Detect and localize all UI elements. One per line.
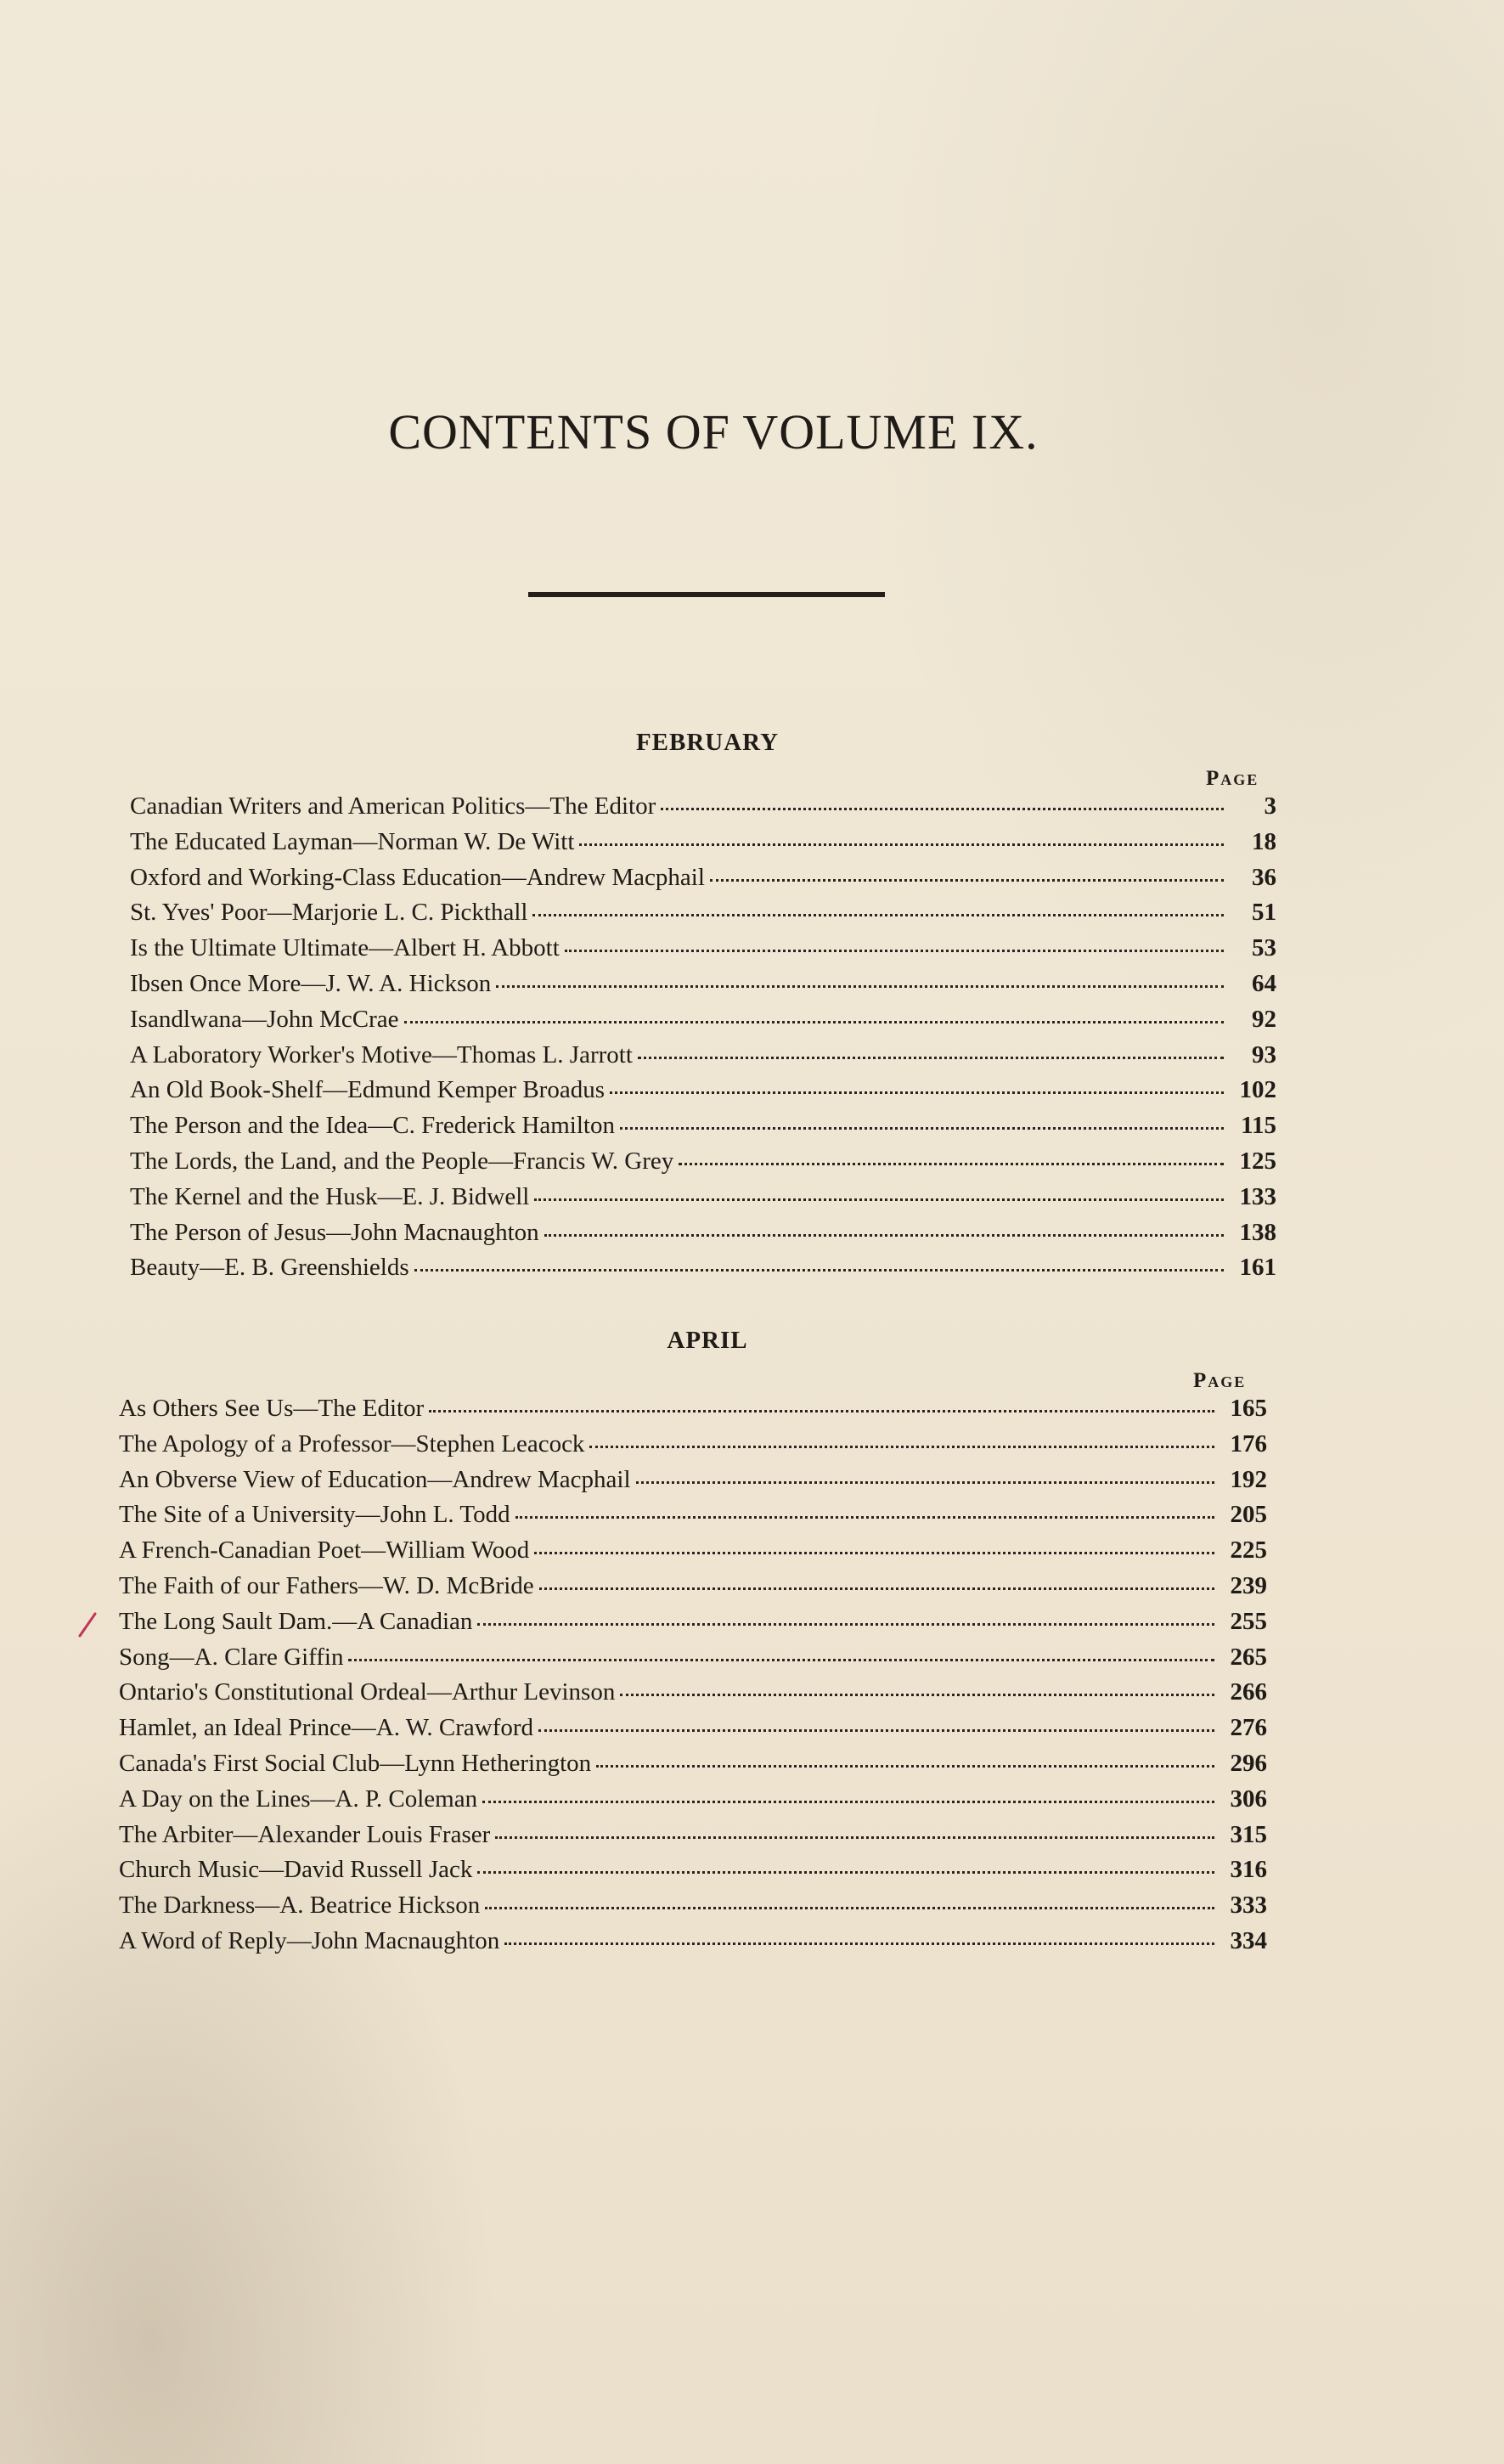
dot-leader — [532, 914, 1224, 916]
dot-leader — [414, 1269, 1224, 1271]
dot-leader — [589, 1446, 1214, 1448]
toc-entry-page: 3 — [1264, 792, 1276, 820]
toc-entry — [130, 1254, 1276, 1289]
toc-entry — [119, 1927, 1267, 1963]
dot-leader — [710, 879, 1224, 882]
toc-entry — [119, 1430, 1267, 1466]
toc-entry — [130, 1006, 1276, 1041]
dot-leader — [579, 843, 1224, 846]
toc-entry — [119, 1714, 1267, 1750]
toc-entry-page: 51 — [1252, 899, 1276, 927]
toc-entry — [130, 1147, 1276, 1183]
dot-leader — [496, 985, 1224, 988]
dot-leader — [485, 1907, 1214, 1909]
toc-entry-title: Beauty—E. B. Greenshields — [130, 1254, 409, 1282]
page-title: CONTENTS OF VOLUME IX. — [388, 404, 1039, 460]
toc-entry-page: 133 — [1239, 1182, 1276, 1210]
toc-entry-title: Canadian Writers and American Politics—The Editor — [130, 792, 656, 820]
dot-leader — [538, 1729, 1214, 1732]
toc-entry — [119, 1466, 1267, 1502]
toc-entry-page: 125 — [1239, 1147, 1276, 1175]
toc-entry-title: An Old Book-Shelf—Edmund Kemper Broadus — [130, 1076, 605, 1104]
toc-entry-title: A French-Canadian Poet—William Wood — [119, 1536, 530, 1565]
toc-entry-title: Isandlwana—John McCrae — [130, 1005, 399, 1033]
toc-entry-title: A Laboratory Worker's Motive—Thomas L. Jarrott — [130, 1040, 633, 1068]
toc-entry-page: 315 — [1230, 1820, 1267, 1848]
toc-entry-page: 161 — [1239, 1254, 1276, 1282]
toc-entry-page: 306 — [1230, 1785, 1267, 1813]
toc-entry-title: Ibsen Once More—J. W. A. Hickson — [130, 969, 492, 997]
toc-entry-page: 93 — [1252, 1040, 1276, 1068]
toc-entry-page: 53 — [1252, 934, 1276, 962]
dot-leader — [636, 1481, 1214, 1484]
dot-leader — [348, 1659, 1214, 1661]
toc-entry-title: Song—A. Clare Giffin — [119, 1643, 344, 1671]
toc-entry-title: Hamlet, an Ideal Prince—A. W. Crawford — [119, 1714, 534, 1742]
toc-entry-title: Oxford and Working-Class Education—Andrew Macphail — [130, 863, 705, 891]
toc-entry-title: The Long Sault Dam.—A Canadian — [119, 1607, 473, 1635]
toc-entry-page: 334 — [1230, 1926, 1267, 1954]
toc-entry — [119, 1572, 1267, 1608]
toc-entry-page: 36 — [1252, 863, 1276, 891]
toc-entry-title: The Arbiter—Alexander Louis Fraser — [119, 1820, 491, 1848]
dot-leader — [610, 1091, 1224, 1094]
dot-leader — [429, 1410, 1214, 1412]
dot-leader — [539, 1587, 1214, 1590]
dot-leader — [477, 1871, 1214, 1874]
toc-entry-title: The Site of a University—John L. Todd — [119, 1501, 510, 1529]
title-rule — [528, 592, 885, 597]
toc-entry-title: The Kernel and the Husk—E. J. Bidwell — [130, 1182, 530, 1210]
toc-entry — [119, 1501, 1267, 1536]
toc-list-february — [130, 792, 1276, 1289]
toc-entry — [130, 1219, 1276, 1255]
dot-leader — [596, 1765, 1214, 1768]
dot-leader — [620, 1127, 1224, 1130]
toc-entry — [130, 792, 1276, 828]
toc-entry-title: The Lords, the Land, and the People—Francis W. Grey — [130, 1147, 674, 1175]
toc-entry-title: Church Music—David Russell Jack — [119, 1856, 473, 1884]
toc-entry-page: 316 — [1230, 1856, 1267, 1884]
toc-entry — [119, 1678, 1267, 1714]
dot-leader — [565, 950, 1224, 952]
toc-entry-page: 265 — [1230, 1643, 1267, 1671]
toc-entry — [119, 1750, 1267, 1785]
toc-entry — [130, 828, 1276, 864]
toc-entry-page: 266 — [1230, 1678, 1267, 1706]
toc-entry — [119, 1395, 1267, 1430]
dot-leader — [482, 1801, 1214, 1803]
toc-entry-page: 296 — [1230, 1749, 1267, 1777]
toc-entry — [130, 1183, 1276, 1219]
toc-entry-title: St. Yves' Poor—Marjorie L. C. Pickthall — [130, 899, 528, 927]
toc-entry-title: An Obverse View of Education—Andrew Macphail — [119, 1465, 631, 1493]
toc-entry-title: The Person and the Idea—C. Frederick Hamilton — [130, 1112, 615, 1140]
toc-entry-page: 192 — [1230, 1465, 1267, 1493]
toc-entry — [130, 1076, 1276, 1112]
toc-entry-title: As Others See Us—The Editor — [119, 1395, 425, 1422]
toc-entry-page: 92 — [1252, 1005, 1276, 1033]
toc-entry — [130, 899, 1276, 934]
toc-entry-page: 165 — [1230, 1395, 1267, 1422]
toc-entry — [119, 1644, 1267, 1679]
toc-entry-page: 225 — [1230, 1536, 1267, 1565]
toc-entry — [119, 1536, 1267, 1572]
toc-entry-page: 239 — [1230, 1571, 1267, 1599]
toc-entry-page: 138 — [1239, 1218, 1276, 1246]
toc-entry-page: 276 — [1230, 1714, 1267, 1742]
dot-leader — [404, 1021, 1225, 1023]
toc-entry-title: The Educated Layman—Norman W. De Witt — [130, 827, 575, 855]
toc-entry-title: A Word of Reply—John Macnaughton — [119, 1926, 500, 1954]
toc-entry-title: A Day on the Lines—A. P. Coleman — [119, 1785, 478, 1813]
toc-list-april — [119, 1395, 1267, 1963]
toc-entry-page: 102 — [1239, 1076, 1276, 1104]
dot-leader — [504, 1942, 1214, 1945]
toc-entry — [119, 1608, 1267, 1644]
toc-entry — [130, 1112, 1276, 1147]
toc-entry — [119, 1821, 1267, 1857]
toc-entry-title: The Person of Jesus—John Macnaughton — [130, 1218, 539, 1246]
dot-leader — [620, 1694, 1214, 1696]
dot-leader — [638, 1057, 1224, 1059]
toc-entry-title: The Faith of our Fathers—W. D. McBride — [119, 1571, 534, 1599]
toc-entry — [130, 934, 1276, 970]
toc-entry-title: The Apology of a Professor—Stephen Leacock — [119, 1429, 585, 1458]
toc-entry-page: 333 — [1230, 1892, 1267, 1920]
toc-entry-title: Ontario's Constitutional Ordeal—Arthur Levinson — [119, 1678, 616, 1706]
toc-entry-page: 64 — [1252, 969, 1276, 997]
toc-entry — [130, 1041, 1276, 1077]
dot-leader — [679, 1163, 1224, 1165]
dot-leader — [534, 1198, 1224, 1201]
toc-entry-page: 255 — [1230, 1607, 1267, 1635]
section-heading-april: APRIL — [667, 1327, 748, 1354]
toc-entry-title: Is the Ultimate Ultimate—Albert H. Abbott — [130, 934, 560, 962]
dot-leader — [661, 808, 1224, 810]
toc-entry — [130, 970, 1276, 1006]
toc-entry-page: 176 — [1230, 1429, 1267, 1458]
pen-mark-icon — [78, 1612, 97, 1638]
page-column-label: Page — [1206, 767, 1259, 790]
dot-leader — [515, 1516, 1214, 1519]
dot-leader — [495, 1836, 1214, 1839]
section-heading-february: FEBRUARY — [635, 729, 780, 756]
toc-entry-page: 205 — [1230, 1501, 1267, 1529]
toc-entry-page: 115 — [1241, 1112, 1276, 1140]
toc-entry-title: The Darkness—A. Beatrice Hickson — [119, 1892, 481, 1920]
toc-entry — [119, 1785, 1267, 1821]
page-column-label: Page — [1193, 1369, 1247, 1392]
toc-entry — [119, 1856, 1267, 1892]
toc-entry — [119, 1892, 1267, 1927]
dot-leader — [534, 1552, 1214, 1554]
dot-leader — [544, 1234, 1224, 1237]
toc-entry-page: 18 — [1252, 827, 1276, 855]
dot-leader — [477, 1623, 1214, 1626]
toc-entry-title: Canada's First Social Club—Lynn Hetherington — [119, 1749, 592, 1777]
toc-entry — [130, 864, 1276, 899]
